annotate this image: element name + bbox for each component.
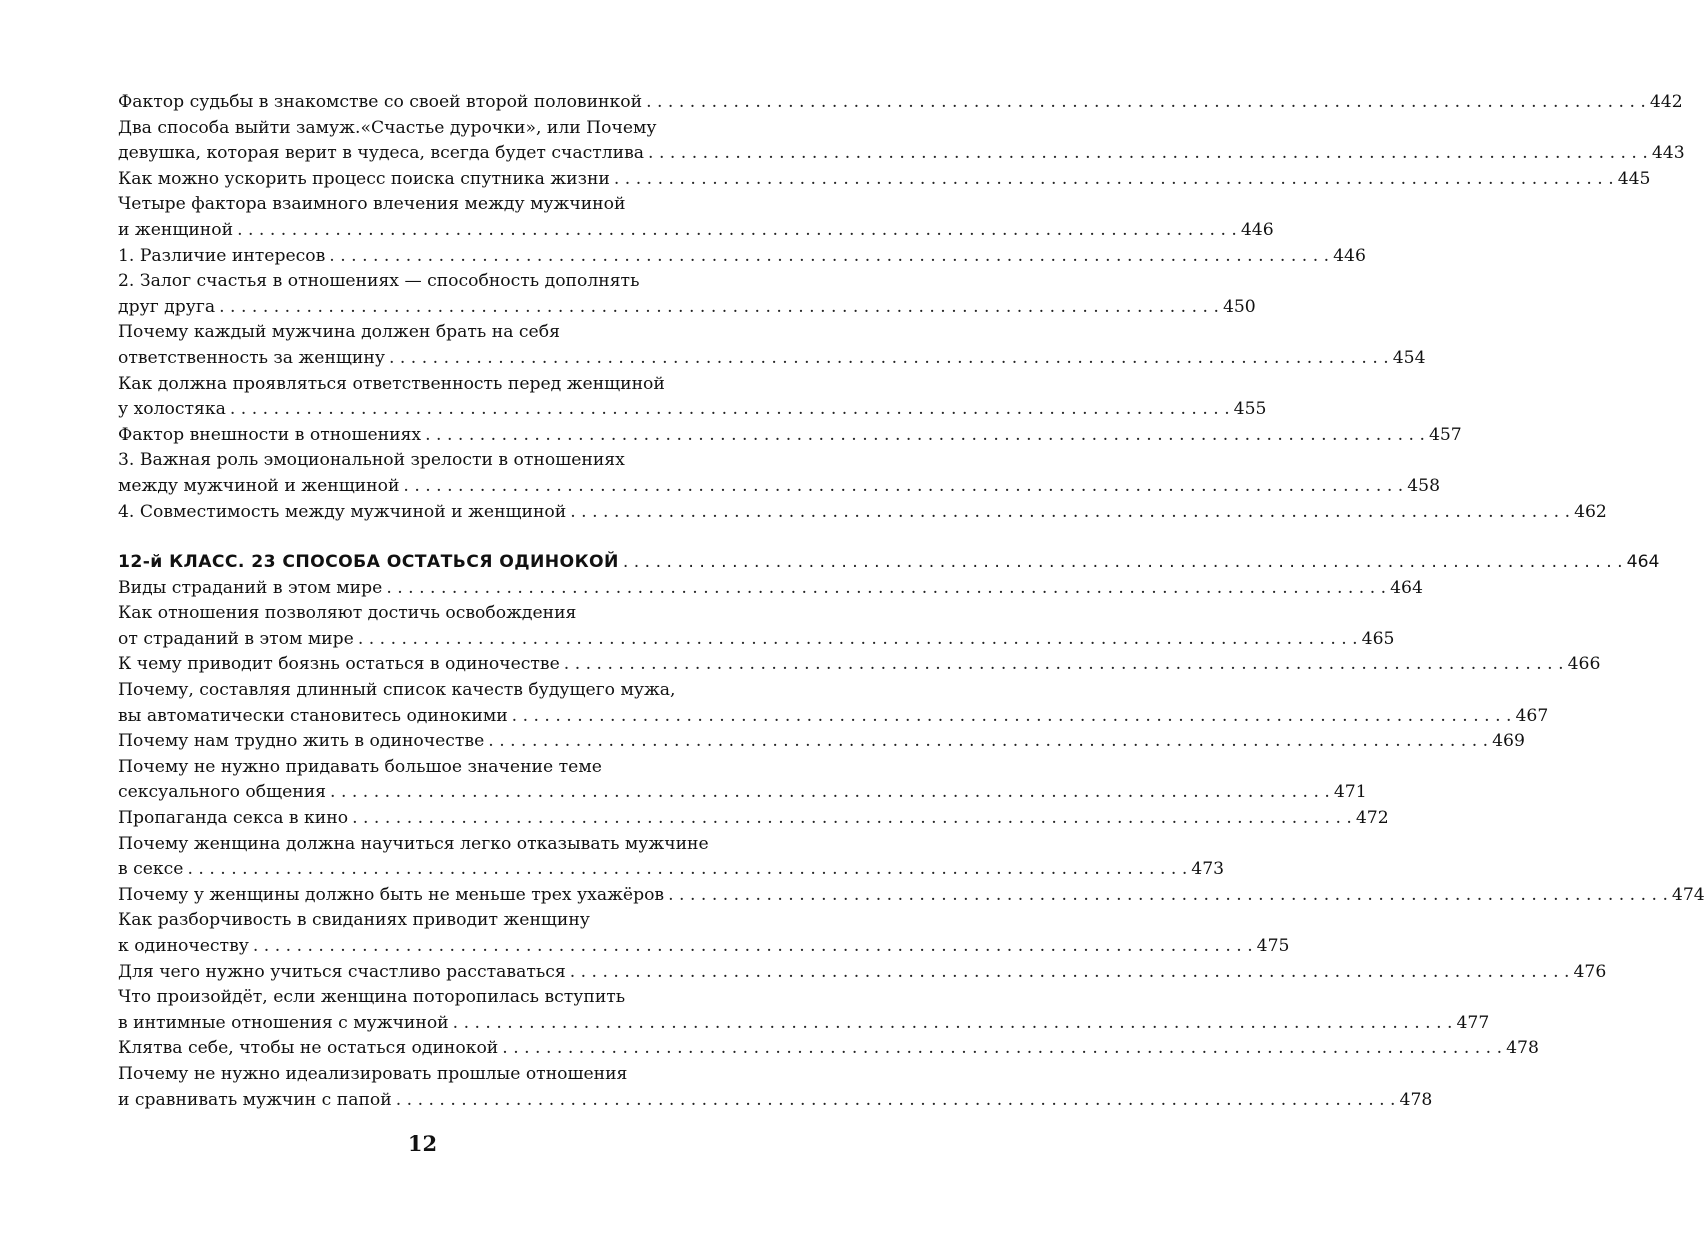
toc-entry xyxy=(118,500,1607,526)
toc-entry xyxy=(118,960,1607,986)
toc-entry xyxy=(118,806,1389,832)
dot-leader xyxy=(570,500,1570,526)
toc-entry xyxy=(118,372,1267,423)
toc-page-number: 478 xyxy=(1399,1089,1433,1110)
toc-page-number: 454 xyxy=(1392,347,1426,368)
toc-page-number: 469 xyxy=(1492,731,1525,752)
toc-entry xyxy=(118,1062,1433,1113)
toc-page-number: 458 xyxy=(1407,475,1441,496)
toc-entry-title-line: Что произойдёт, если женщина поторопилась вступить xyxy=(118,987,626,1008)
toc-entry xyxy=(118,576,1423,602)
dot-leader xyxy=(502,1036,1502,1062)
dot-leader xyxy=(648,141,1648,167)
toc-entry-title-line: Как отношения позволяют достичь освобождения xyxy=(118,603,577,624)
toc-page-number: 464 xyxy=(1390,577,1423,598)
toc-entry-title: 1. Различие интересов xyxy=(118,245,326,266)
toc-chapter-heading xyxy=(118,550,1660,576)
toc-page-number: 443 xyxy=(1651,143,1685,164)
toc-page-number: 471 xyxy=(1333,782,1367,803)
dot-leader xyxy=(219,295,1219,321)
toc-entry-title: К чему приводит боязнь остаться в одиночестве xyxy=(118,654,560,675)
toc-entry-title-line: Почему каждый мужчина должен брать на себя xyxy=(118,322,560,343)
toc-entry-title-line: Как должна проявляться ответственность перед женщиной xyxy=(118,373,665,394)
toc-entry-title: Фактор внешности в отношениях xyxy=(118,424,422,445)
toc-entry-title-line: Два способа выйти замуж.«Счастье дурочки», или Почему xyxy=(118,117,657,138)
toc-entry-title-line: Почему, составляя длинный список качеств будущего мужа, xyxy=(118,680,676,701)
toc-entry xyxy=(118,90,1683,116)
toc-page-number: 446 xyxy=(1240,219,1274,240)
toc-page-number: 466 xyxy=(1567,654,1601,675)
toc-entry-title-line: 2. Залог счастья в отношениях — способность дополнять xyxy=(118,271,640,292)
toc-page-number: 464 xyxy=(1626,552,1660,573)
dot-leader xyxy=(646,90,1646,116)
toc-entry-title: и женщиной xyxy=(118,219,234,240)
dot-leader xyxy=(425,423,1425,449)
toc-entry-title: и сравнивать мужчин с папой xyxy=(118,1089,392,1110)
dot-leader xyxy=(512,704,1512,730)
toc-entry xyxy=(118,269,1256,320)
dot-leader xyxy=(668,883,1668,909)
toc-entry-title: Как можно ускорить процесс поиска спутника жизни xyxy=(118,168,610,189)
toc-page-number: 455 xyxy=(1233,399,1267,420)
dot-leader xyxy=(488,729,1488,755)
toc-entry-title: Виды страданий в этом мире xyxy=(118,577,383,598)
dot-leader xyxy=(330,780,1330,806)
toc-entry-title: девушка, которая верит в чудеса, всегда будет счастлива xyxy=(118,143,645,164)
dot-leader xyxy=(570,960,1570,986)
toc-entry-title: Фактор судьбы в знакомстве со своей второй половинкой xyxy=(118,92,643,112)
toc-entry-title: ответственность за женщину xyxy=(118,347,385,368)
toc-page-number: 478 xyxy=(1506,1038,1539,1059)
toc-entry xyxy=(118,985,1490,1036)
toc-entry xyxy=(118,601,1395,652)
dot-leader xyxy=(329,244,1329,270)
dot-leader xyxy=(396,1088,1396,1114)
dot-leader xyxy=(403,474,1403,500)
toc-entry-title: к одиночеству xyxy=(118,936,249,956)
toc-entry xyxy=(118,908,1290,959)
toc-entry xyxy=(118,167,1651,193)
toc-entry-title: в интимные отношения с мужчиной xyxy=(118,1012,449,1033)
toc-entry xyxy=(118,192,1274,243)
toc-entry-title: у холостяка xyxy=(118,399,226,420)
dot-leader xyxy=(230,397,1230,423)
toc-entry-title-line: Как разборчивость в свиданиях приводит женщину xyxy=(118,910,590,931)
toc-entry xyxy=(118,448,1441,499)
toc-entry-title: от страданий в этом мире xyxy=(118,628,354,649)
toc-entry-title: сексуального общения xyxy=(118,782,327,803)
toc-page-number: 445 xyxy=(1617,168,1651,189)
toc-page-number: 475 xyxy=(1256,936,1290,956)
toc-entry-title: Пропаганда секса в кино xyxy=(118,808,349,829)
toc-entry-title: между мужчиной и женщиной xyxy=(118,475,400,496)
toc-entry-title-line: Почему женщина должна научиться легко отказывать мужчине xyxy=(118,833,709,854)
toc-entry-title: вы автоматически становитесь одинокими xyxy=(118,705,508,726)
toc-entry xyxy=(118,729,1525,755)
toc-page-number: 472 xyxy=(1355,808,1389,829)
toc-entry xyxy=(118,883,1705,909)
toc-entry-title: Клятва себе, чтобы не остаться одинокой xyxy=(118,1038,499,1059)
dot-leader xyxy=(389,346,1389,372)
toc-page-number: 442 xyxy=(1649,92,1683,112)
toc-page-number: 446 xyxy=(1333,245,1366,266)
dot-leader xyxy=(187,857,1187,883)
toc-entry xyxy=(118,116,1685,167)
toc-entry-title-line: Почему не нужно идеализировать прошлые отношения xyxy=(118,1063,628,1084)
dot-leader xyxy=(564,652,1564,678)
toc-entry-title-line: Почему не нужно придавать большое значение теме xyxy=(118,756,602,777)
toc-entry-title: 12-й КЛАСС. 23 СПОСОБА ОСТАТЬСЯ ОДИНОКОЙ xyxy=(118,552,619,573)
toc-entry-title-line: Четыре фактора взаимного влечения между мужчиной xyxy=(118,194,626,215)
toc-entry xyxy=(118,244,1366,270)
toc-entry xyxy=(118,652,1601,678)
toc-entry-title: в сексе xyxy=(118,859,184,880)
toc-page-number: 476 xyxy=(1573,961,1607,982)
toc-entry xyxy=(118,755,1367,806)
toc-entry-title-line: 3. Важная роль эмоциональной зрелости в отношениях xyxy=(118,450,625,471)
toc-entry xyxy=(118,832,1225,883)
toc-page-number: 450 xyxy=(1222,296,1256,317)
toc-page-number: 462 xyxy=(1574,501,1607,522)
toc-page-number: 477 xyxy=(1456,1012,1490,1033)
toc-entry-title: Почему у женщины должно быть не меньше трех ухажёров xyxy=(118,884,665,905)
table-of-contents xyxy=(118,90,1705,1113)
toc-entry xyxy=(118,320,1426,371)
toc-entry xyxy=(118,423,1462,449)
dot-leader xyxy=(614,167,1614,193)
toc-entry-title: друг друга xyxy=(118,296,216,317)
toc-entry-title: Почему нам трудно жить в одиночестве xyxy=(118,731,485,752)
dot-leader xyxy=(358,627,1358,653)
page-number: 12 xyxy=(407,1131,438,1156)
toc-entry xyxy=(118,678,1549,729)
dot-leader xyxy=(352,806,1352,832)
toc-page-number: 465 xyxy=(1361,628,1395,649)
dot-leader xyxy=(253,934,1253,960)
toc-entry-title: Для чего нужно учиться счастливо расставаться xyxy=(118,961,566,982)
toc-page-number: 474 xyxy=(1671,884,1705,905)
dot-leader xyxy=(386,576,1386,602)
dot-leader xyxy=(453,1011,1453,1037)
toc-page-number: 457 xyxy=(1428,424,1462,445)
toc-page-number: 467 xyxy=(1515,705,1549,726)
dot-leader xyxy=(623,550,1623,576)
toc-entry-title: 4. Совместимость между мужчиной и женщиной xyxy=(118,501,567,522)
toc-page-number: 473 xyxy=(1191,859,1225,880)
dot-leader xyxy=(237,218,1237,244)
toc-entry xyxy=(118,1036,1539,1062)
